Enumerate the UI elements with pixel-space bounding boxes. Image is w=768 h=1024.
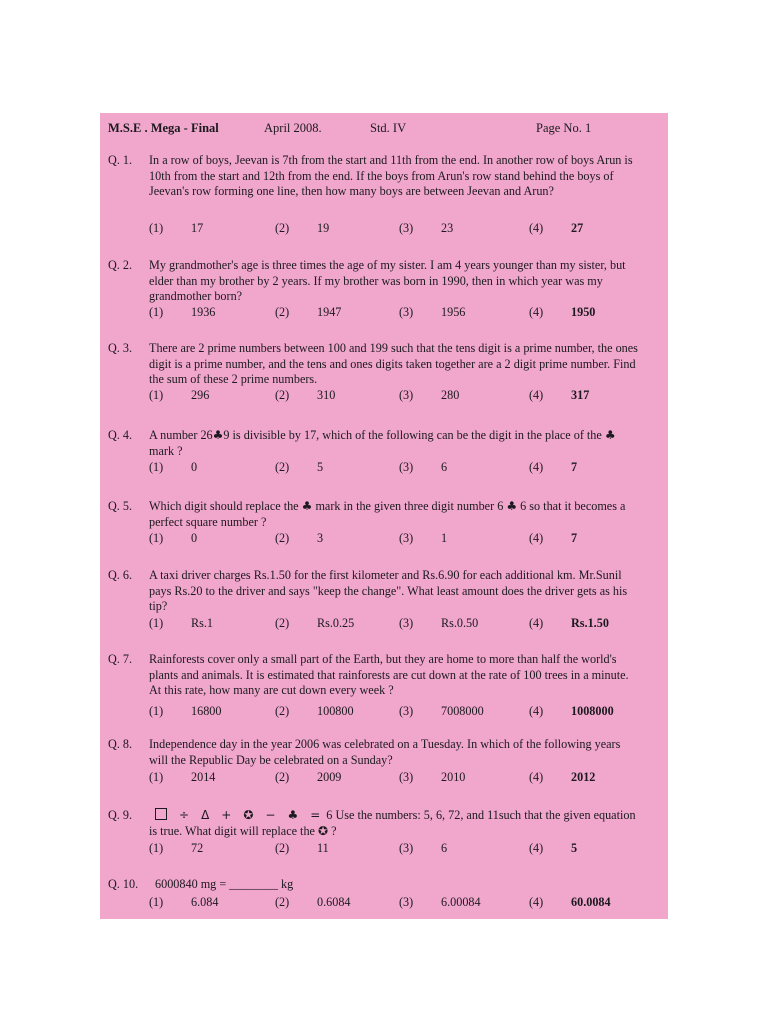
question-text: ÷ Δ + ✪ − ♣ = 6 Use the numbers: 5, 6, 72, and 11such that the given equation is true. What digit will replace the ✪ ? xyxy=(149,808,636,838)
option-3: (3) 6.00084 xyxy=(399,895,481,909)
option-2: (2) 1947 xyxy=(275,305,342,319)
club-icon: ♣ xyxy=(604,428,616,442)
option-3: (3) 1956 xyxy=(399,305,466,319)
options-row xyxy=(149,770,649,786)
option-2: (2) 310 xyxy=(275,388,336,402)
option-1: (1) 296 xyxy=(149,388,210,402)
exam-standard: Std. IV xyxy=(370,121,407,135)
equation-result: 6 xyxy=(326,808,333,822)
options-row xyxy=(149,460,649,476)
option-2: (2) 3 xyxy=(275,531,324,545)
question-text: My grandmother's age is three times the age of my sister. I am 4 years younger than my sister, but elder than my brother by 2 years. If my brother was born in 1990, then in which year was my grandmother born? xyxy=(149,258,626,304)
option-4: (4) Rs.1.50 xyxy=(529,616,609,630)
option-2: (2) 2009 xyxy=(275,770,342,784)
option-2: (2) 19 xyxy=(275,221,330,235)
option-4: (4) 2012 xyxy=(529,770,596,784)
question-number: Q. 3. xyxy=(108,341,133,355)
options-row xyxy=(149,388,649,404)
option-4: (4) 7 xyxy=(529,460,578,474)
question-text: Rainforests cover only a small part of the Earth, but they are home to more than half the world's plants and animals. It is estimated that rainforests are cut down at the rate of 100 trees in a minute. At this rate, how many are cut down every week ? xyxy=(149,652,629,698)
option-2: (2) 5 xyxy=(275,460,324,474)
question-number: Q. 7. xyxy=(108,652,133,666)
option-3: (3) Rs.0.50 xyxy=(399,616,479,630)
options-row xyxy=(149,531,649,547)
question-text: 6000840 mg = ________ kg xyxy=(155,877,294,891)
option-4: (4) 5 xyxy=(529,841,578,855)
option-4: (4) 1950 xyxy=(529,305,596,319)
minus-sign: − xyxy=(265,808,276,822)
plus-sign: + xyxy=(221,808,232,822)
option-1: (1) 0 xyxy=(149,531,198,545)
option-3: (3) 6 xyxy=(399,841,448,855)
question-number: Q. 8. xyxy=(108,737,133,751)
question-number: Q. 9. xyxy=(108,808,133,822)
question-number: Q. 6. xyxy=(108,568,133,582)
club-icon: ♣ xyxy=(212,428,224,442)
option-3: (3) 280 xyxy=(399,388,460,402)
option-1: (1) 16800 xyxy=(149,704,222,718)
options-row xyxy=(149,704,649,720)
question-number: Q. 4. xyxy=(108,428,133,442)
option-3: (3) 23 xyxy=(399,221,454,235)
sheet-header xyxy=(108,121,660,139)
option-1: (1) 2014 xyxy=(149,770,216,784)
question-text: Independence day in the year 2006 was celebrated on a Tuesday. In which of the following years will the Republic Day be celebrated on a Sunday? xyxy=(149,737,621,767)
question-text: Which digit should replace the ♣ mark in the given three digit number 6 ♣ 6 so that it becomes a perfect square number ? xyxy=(149,499,626,529)
options-row xyxy=(149,841,649,857)
exam-date: April 2008. xyxy=(264,121,322,135)
option-1: (1) 6.084 xyxy=(149,895,219,909)
triangle-icon: Δ xyxy=(201,808,210,822)
equals-sign: = xyxy=(310,808,321,822)
option-3: (3) 7008000 xyxy=(399,704,484,718)
star-circle-icon: ✪ xyxy=(243,808,254,822)
option-4: (4) 7 xyxy=(529,531,578,545)
option-4: (4) 60.0084 xyxy=(529,895,611,909)
option-4: (4) 317 xyxy=(529,388,590,402)
option-1: (1) 1936 xyxy=(149,305,216,319)
option-1: (1) Rs.1 xyxy=(149,616,214,630)
option-3: (3) 2010 xyxy=(399,770,466,784)
options-row xyxy=(149,305,649,321)
question-text: There are 2 prime numbers between 100 and 199 such that the tens digit is a prime number, the ones digit is a prime number, and the tens and ones digits taken together are a 2 digit prime number. Find the sum of these 2 prime numbers. xyxy=(149,341,638,387)
option-1: (1) 72 xyxy=(149,841,204,855)
question-sheet xyxy=(100,113,668,919)
option-2: (2) Rs.0.25 xyxy=(275,616,355,630)
option-4: (4) 1008000 xyxy=(529,704,614,718)
star-circle-icon: ✪ xyxy=(318,823,329,838)
question-number: Q. 1. xyxy=(108,153,133,167)
question-text: A number 26♣9 is divisible by 17, which of the following can be the digit in the place of the ♣ mark ? xyxy=(149,428,616,458)
option-4: (4) 27 xyxy=(529,221,584,235)
options-row xyxy=(149,616,649,632)
options-row xyxy=(149,221,649,237)
club-icon: ♣ xyxy=(301,499,313,513)
option-2: (2) 100800 xyxy=(275,704,354,718)
question-text: A taxi driver charges Rs.1.50 for the first kilometer and Rs.6.90 for each additional km. Mr.Sunil pays Rs.20 to the driver and says "keep the change". What least amount does the driver gets as his tip? xyxy=(149,568,628,614)
option-2: (2) 0.6084 xyxy=(275,895,351,909)
option-3: (3) 6 xyxy=(399,460,448,474)
exam-title: M.S.E . Mega - Final xyxy=(108,121,219,135)
options-row xyxy=(149,895,649,911)
question-number: Q. 5. xyxy=(108,499,133,513)
club-icon: ♣ xyxy=(506,499,518,513)
page-number: Page No. 1 xyxy=(536,121,592,135)
equation xyxy=(149,808,332,822)
question-number: Q. 2. xyxy=(108,258,133,272)
question-number: Q. 10. xyxy=(108,877,139,891)
question-text: In a row of boys, Jeevan is 7th from the start and 11th from the end. In another row of boys Arun is 10th from the start and 12th from the end. If the boys from Arun's row stand behind the boys of Jeevan's row forming one line, then how many boys are between Jeevan and Arun? xyxy=(149,153,633,199)
divide-sign: ÷ xyxy=(179,808,190,822)
club-icon: ♣ xyxy=(287,808,299,822)
option-2: (2) 11 xyxy=(275,841,329,855)
square-icon xyxy=(155,808,167,820)
option-3: (3) 1 xyxy=(399,531,448,545)
option-1: (1) 0 xyxy=(149,460,198,474)
option-1: (1) 17 xyxy=(149,221,204,235)
